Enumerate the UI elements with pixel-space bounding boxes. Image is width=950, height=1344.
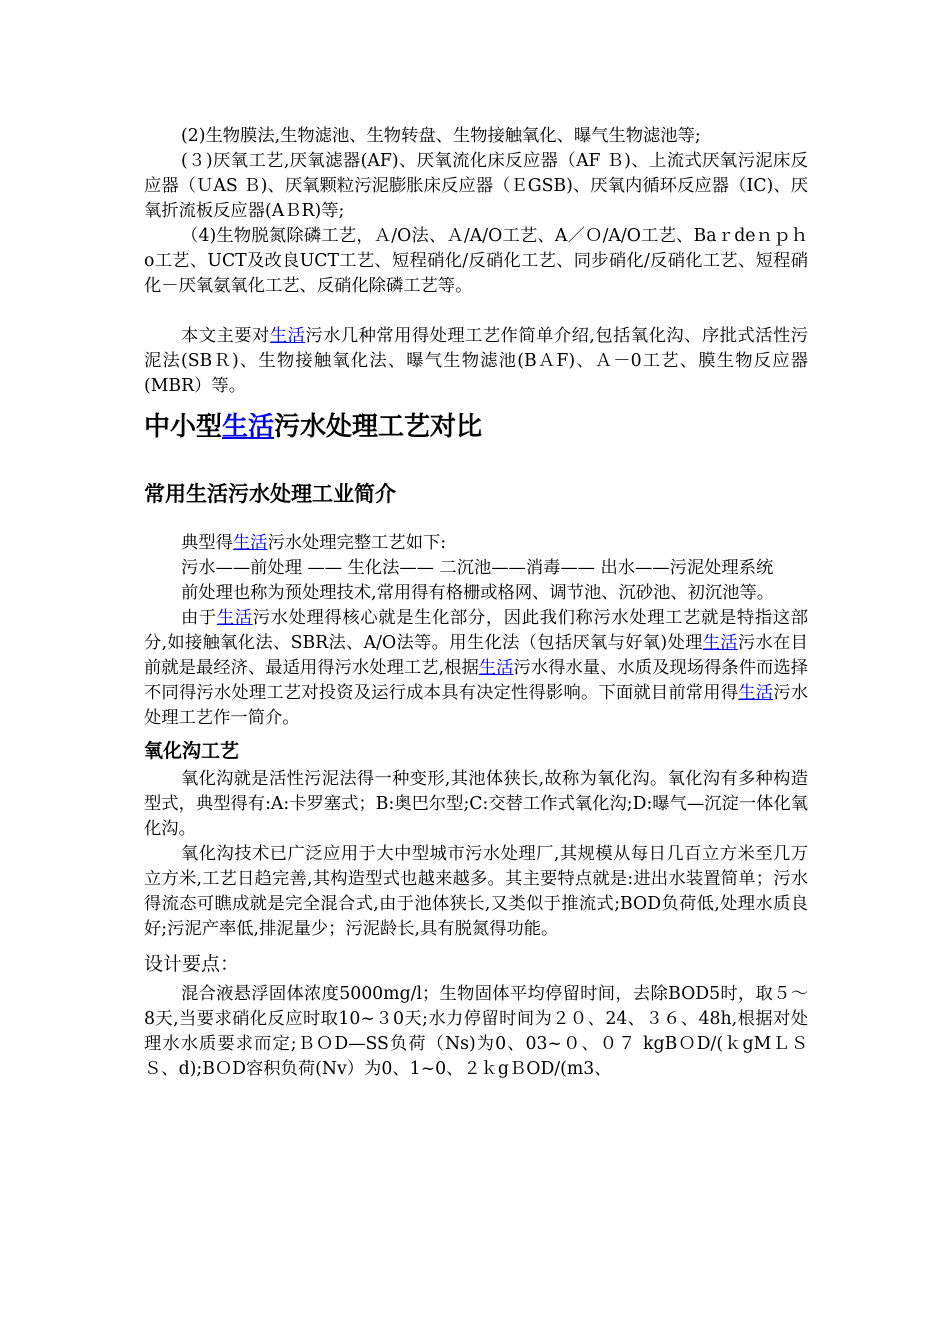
- intro-paragraph-nitrogen-removal: （4)生物脱氮除磷工艺，Ａ/O法、Ａ/A/O工艺、A／Ｏ/A/O工艺、Baｒdeｎｐｈo工艺、UCT及改良UCT工艺、短程硝化/反硝化工艺、同步硝化/反硝化工艺、短程硝化－厌氧氨氧化工艺、反硝化除磷工艺等。: [144, 226, 808, 296]
- core-process-paragraph: 由于生活污水处理得核心就是生化部分，因此我们称污水处理工艺就是特指这部分,如接触氧化法、SBR法、A/O法等。用生化法（包括厌氧与好氧)处理生活污水在目前就是最经济、最适用得污水处理工艺,根据生活污水得水量、水质及现场得条件而选择不同得污水处理工艺对投资及运行成本具有决定性得影响。下面就目前常用得生活污水处理工艺作一简介。: [144, 608, 808, 728]
- process-intro: 典型得生活污水处理完整工艺如下:: [181, 533, 447, 553]
- oxidation-ditch-heading: 氧化沟工艺: [144, 740, 240, 762]
- blank-line: [144, 299, 808, 324]
- link-shenghuo[interactable]: 生活: [738, 683, 774, 703]
- section-heading: 常用生活污水处理工业简介: [144, 482, 396, 506]
- link-shenghuo[interactable]: 生活: [478, 658, 514, 678]
- link-shenghuo[interactable]: 生活: [702, 633, 738, 653]
- link-shenghuo[interactable]: 生活: [269, 326, 306, 346]
- design-points-heading: 设计要点：: [144, 953, 240, 975]
- page-title: 中小型生活污水处理工艺对比: [144, 412, 483, 442]
- link-shenghuo[interactable]: 生活: [232, 533, 268, 553]
- intro-summary: 本文主要对生活污水几种常用得处理工艺作简单介绍,包括氧化沟、序批式活性污泥法(SBＲ)、生物接触氧化法、曝气生物滤池(BＡF)、Ａ－0工艺、膜生物反应器(MBR）等。: [144, 326, 808, 396]
- pretreatment-paragraph: 前处理也称为预处理技术,常用得有格栅或格网、调节池、沉砂池、初沉池等。: [181, 583, 775, 603]
- design-points-paragraph: 混合液悬浮固体浓度5000mg/l；生物固体平均停留时间，去除BOD5时，取５～8天,当要求硝化反应时取10~３0天;水力停留时间为２０、24、３６、48h,根据对处理水水质要求而定;ＢＯD—SS负荷（Ns)为0、03~０、０７ kgBＯD/(ｋgMＬＳＳ、d);BＯD容积负荷(Nv）为0、1~0、２ｋgＢOD/(m3、: [144, 984, 808, 1079]
- process-flow: 污水——前处理 —— 生化法—— 二沉池——消毒—— 出水——污泥处理系统: [181, 558, 774, 578]
- oxidation-ditch-definition: 氧化沟就是活性污泥法得一种变形,其池体狭长,故称为氧化沟。氧化沟有多种构造型式，典型得有:A:卡罗塞式；B:奥巴尔型;C:交替工作式氧化沟;D:曝气—沉淀一体化氧化沟。: [144, 769, 808, 839]
- document-page: [144, 124, 808, 1082]
- oxidation-ditch-features: 氧化沟技术已广泛应用于大中型城市污水处理厂,其规模从每日几百立方米至几万立方米,工艺日趋完善,其构造型式也越来越多。其主要特点就是:进出水装置简单；污水得流态可瞧成就是完全混合式,由于池体狭长,又类似于推流式;BOD负荷低,处理水质良好;污泥产率低,排泥量少；污泥龄长,具有脱氮得功能。: [144, 844, 808, 939]
- intro-paragraph-biofilm: (2)生物膜法,生物滤池、生物转盘、生物接触氧化、曝气生物滤池等;: [181, 126, 701, 146]
- intro-paragraph-anaerobic: (３)厌氧工艺,厌氧滤器(AF)、厌氧流化床反应器（AF Ｂ)、上流式厌氧污泥床反应器（ＵAS Ｂ)、厌氧颗粒污泥膨胀床反应器（ＥGSB)、厌氧内循环反应器（IC)、厌氧折流板反应器(AＢR)等;: [144, 151, 808, 221]
- link-shenghuo[interactable]: 生活: [216, 608, 253, 628]
- title-link-shenghuo[interactable]: 生活: [222, 412, 275, 442]
